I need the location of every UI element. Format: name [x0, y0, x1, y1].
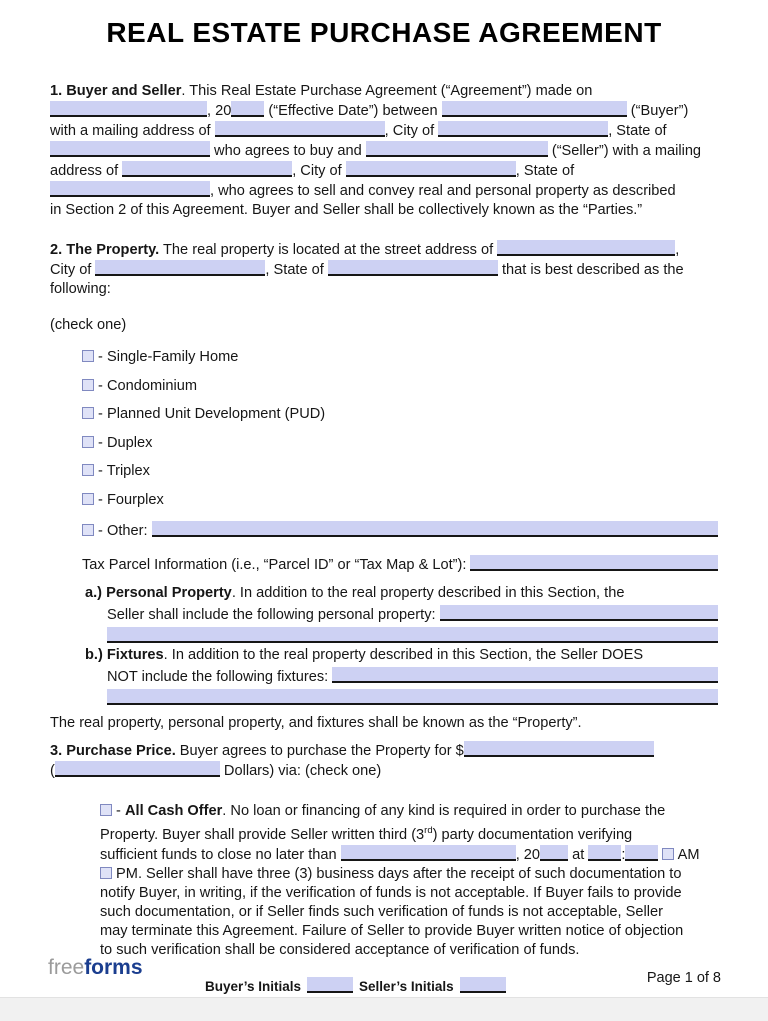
- text-run: - Single-Family Home: [94, 349, 239, 365]
- fixtures-field[interactable]: [332, 667, 718, 683]
- text-run: . In addition to the real property described in this Section, the: [231, 585, 625, 601]
- text-run: , State of: [515, 163, 575, 179]
- checkbox-duplex[interactable]: [82, 436, 94, 448]
- buyers-initials-field[interactable]: [307, 977, 353, 993]
- property-state-field[interactable]: [328, 260, 498, 276]
- text-run: - Duplex: [94, 434, 153, 451]
- text-run: ) party documentation verifying: [432, 826, 633, 843]
- text-run: , State of: [608, 123, 667, 139]
- text-run: City of: [50, 262, 96, 278]
- text-run: - Condominium: [94, 377, 198, 394]
- subsection-b-fixtures: [85, 646, 718, 706]
- text-run: AM: [674, 846, 700, 863]
- bold-text-run: b.) Fixtures: [85, 647, 164, 663]
- effective-date-field[interactable]: [50, 101, 207, 117]
- bold-text-run: All Cash Offer: [124, 803, 223, 819]
- checkbox-pud[interactable]: [82, 407, 94, 419]
- seller-state-field[interactable]: [50, 181, 210, 197]
- bold-text-run: a.) Personal Property: [85, 585, 232, 601]
- purchase-price-field[interactable]: [464, 741, 654, 757]
- text-run: Buyer agrees to purchase the Property for $: [175, 743, 464, 759]
- text-run: . No loan or financing of any kind is required in order to purchase the: [222, 803, 666, 819]
- all-cash-offer-paragraph: [100, 802, 718, 960]
- text-run: address of: [50, 163, 123, 179]
- page-bottom-edge: [0, 997, 768, 1021]
- tax-parcel-field[interactable]: [470, 555, 718, 571]
- personal-property-field[interactable]: [440, 605, 718, 621]
- text-run: Tax Parcel Information (i.e., “Parcel ID” or “Tax Map & Lot”):: [82, 557, 471, 573]
- text-run: , 20: [515, 846, 541, 863]
- buyers-initials-label: Buyer’s Initials: [205, 979, 302, 994]
- text-run: , who agrees to sell and convey real and personal property as described: [210, 183, 676, 199]
- checkbox-fourplex[interactable]: [82, 493, 94, 505]
- checkbox-other[interactable]: [82, 524, 94, 536]
- effective-year-field[interactable]: [231, 101, 264, 117]
- bold-text-run: 2. The Property.: [50, 242, 160, 258]
- tax-parcel-line: [82, 553, 718, 575]
- seller-mailing-address-field[interactable]: [122, 161, 292, 177]
- text-run: with a mailing address of: [50, 123, 215, 139]
- logo-free-text: free: [48, 956, 85, 979]
- superscript-text: rd: [424, 825, 433, 836]
- seller-name-field[interactable]: [366, 141, 548, 157]
- text-run: , City of: [292, 163, 346, 179]
- text-run: PM. Seller shall have three (3) business days after the receipt of such documentation to: [112, 865, 682, 882]
- bold-text-run: 3. Purchase Price.: [50, 743, 176, 759]
- text-run: NOT include the following fixtures:: [107, 669, 333, 685]
- text-run: - Other:: [94, 523, 152, 539]
- sellers-initials-label: Seller’s Initials: [359, 979, 454, 994]
- text-run: - Planned Unit Development (PUD): [94, 406, 326, 422]
- section-3-purchase-price: [50, 741, 718, 781]
- sellers-initials-field[interactable]: [460, 977, 506, 993]
- text-run: to such verification shall be considered acceptance of verification of funds.: [100, 941, 580, 958]
- checkbox-pm[interactable]: [100, 867, 112, 879]
- subsection-a-personal-property: [85, 584, 718, 644]
- buyer-state-field[interactable]: [50, 141, 210, 157]
- funds-deadline-year-field[interactable]: [540, 845, 568, 861]
- buyer-name-field[interactable]: [442, 101, 627, 117]
- checkbox-condominium[interactable]: [82, 379, 94, 391]
- section-2-the-property: [50, 240, 718, 299]
- freeforms-logo: [48, 956, 143, 980]
- text-run: - Triplex: [94, 463, 150, 479]
- text-run: Seller shall include the following personal property:: [107, 607, 440, 623]
- checkbox-triplex[interactable]: [82, 464, 94, 476]
- text-run: that is best described as the: [497, 262, 684, 278]
- document-body: [50, 82, 718, 960]
- checkbox-single-family-home[interactable]: [82, 350, 94, 362]
- text-run: notify Buyer, in writing, if the verification of funds is not acceptable. If Buyer fails to provide: [100, 884, 682, 901]
- buyer-city-field[interactable]: [438, 121, 608, 137]
- text-run: (“Buyer”): [626, 103, 689, 119]
- text-run: following:: [50, 281, 111, 297]
- text-run: . In addition to the real property described in this Section, the Seller DOES: [163, 647, 644, 663]
- text-run: Property. Buyer shall provide Seller written third (3: [100, 826, 425, 843]
- text-run: at: [568, 846, 589, 863]
- buyer-mailing-address-field[interactable]: [215, 121, 385, 137]
- funds-deadline-date-field[interactable]: [341, 845, 516, 861]
- text-run: (“Seller”) with a mailing: [547, 143, 702, 159]
- text-run: , City of: [384, 123, 439, 139]
- check-one-label: (check one): [50, 317, 127, 333]
- page-title: REAL ESTATE PURCHASE AGREEMENT: [106, 17, 662, 48]
- text-run: The real property is located at the street address of: [159, 242, 498, 258]
- text-run: , State of: [265, 262, 328, 278]
- initials-row: [205, 977, 512, 994]
- property-city-field[interactable]: [95, 260, 265, 276]
- text-run: such documentation, or if Seller finds such verification of funds is not acceptable, Seller: [100, 903, 663, 920]
- text-run: (: [50, 763, 55, 779]
- text-run: Dollars) via: (check one): [219, 763, 382, 779]
- section-1-buyer-and-seller: [50, 82, 718, 220]
- text-run: may terminate this Agreement. Failure of Seller to provide Buyer written notice of objection: [100, 922, 684, 939]
- personal-property-field-line2[interactable]: [107, 627, 718, 643]
- checkbox-am[interactable]: [662, 848, 674, 860]
- page-number: Page 1 of 8: [646, 970, 721, 986]
- fixtures-field-line2[interactable]: [107, 689, 718, 705]
- text-run: - Fourplex: [94, 491, 164, 508]
- logo-forms-text: forms: [84, 956, 143, 979]
- other-description-field[interactable]: [152, 521, 718, 537]
- text-run: -: [112, 803, 125, 819]
- funds-time-minute-field[interactable]: [625, 845, 658, 861]
- text-run: :: [621, 846, 626, 863]
- funds-time-hour-field[interactable]: [588, 845, 621, 861]
- seller-city-field[interactable]: [346, 161, 516, 177]
- text-run: , 20: [207, 103, 232, 119]
- text-run: ,: [675, 242, 680, 258]
- street-address-field[interactable]: [497, 240, 675, 256]
- text-run: . This Real Estate Purchase Agreement (“Agreement”) made on: [181, 83, 593, 99]
- property-definition-line: The real property, personal property, and fixtures shall be known as the “Property”.: [50, 715, 582, 731]
- checkbox-all-cash-offer[interactable]: [100, 804, 112, 816]
- text-run: (“Effective Date”) between: [264, 103, 442, 119]
- text-run: sufficient funds to close no later than: [100, 846, 341, 863]
- purchase-price-words-field[interactable]: [55, 761, 220, 777]
- property-type-checklist: [82, 348, 718, 541]
- text-run: in Section 2 of this Agreement. Buyer and Seller shall be collectively known as the “Parties.”: [50, 202, 643, 218]
- text-run: who agrees to buy and: [210, 143, 366, 159]
- bold-text-run: 1. Buyer and Seller: [50, 83, 182, 99]
